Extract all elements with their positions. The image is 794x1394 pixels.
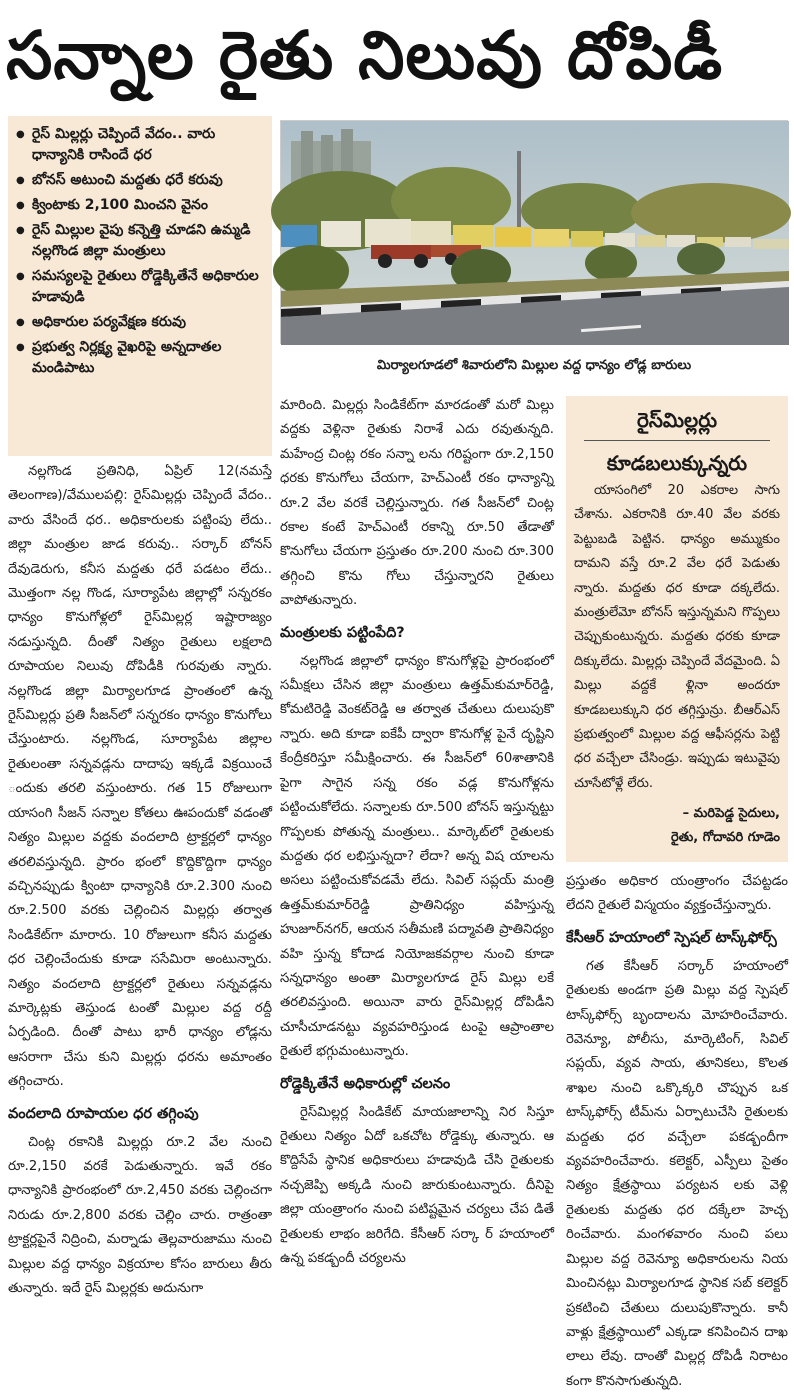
- subheading: వందలాది రూపాయల ధర తగ్గింపు: [8, 1105, 199, 1122]
- highlight-item: ● అధికారుల పర్యవేక్షణ కరువు: [16, 312, 266, 333]
- article-column-3: [566, 870, 788, 1389]
- highlight-item: ● రైస్ మిల్లర్లు చెప్పిందే వేదం.. వారు ధాన్యానికి రాసిందే ధర: [16, 124, 266, 166]
- paragraph: రైస్‌మిల్లర్ల సిండికేట్ మాయజాలాన్ని నిర సిస్తూ రైతులు నిత్యం ఏదో ఒకచోట రోడ్డెక్కు తున్నారు. ఆ కొద్దిసేపే స్థానిక అధికారులు హడావుడి చేసి రైతులకు నచ్చజెప్పి అక్కడి నుంచి జారుకుంటున్నారు. దీనిపై జిల్లా యంత్రాంగం నుంచి పటిష్టమైన చర్యలు చేప డితే రైతులకు లాభం జరిగేది. కేసీఆర్ సర్కా ర్ హయాంలో ఉన్న పకడ్బందీ చర్యలను: [280, 1104, 554, 1266]
- article-column-2: [280, 394, 554, 1350]
- paragraph: ప్రస్తుతం అధికార యంత్రాంగం చేపట్టడం లేదని రైతులే విస్మయం వ్యక్తంచేస్తున్నారు.: [566, 874, 788, 914]
- trucks-photo-illustration: [281, 121, 789, 345]
- highlight-item: ● సమస్యలపై రైతులు రోడ్డెక్కితేనే అధికారుల హడావుడి: [16, 266, 266, 308]
- paragraph: గత కేసీఆర్ సర్కార్ హయాంలో రైతులకు అండగా ప్రతి మిల్లు వద్ద స్పెషల్ టాస్క్‌ఫోర్స్ బృందాలను మోహరించేవారు. రెవెన్యూ, పోలీసు, మార్కెటింగ్, సివిల్ సప్లయ్, వ్యవ సాయ, తూనికలు, కొలత శాఖల నుంచి ఒక్కొక్కరి చొప్పున ఒక టాస్క్‌ఫోర్స్ టీమ్‌ను ఏర్పాటుచేసి రైతులకు మద్దతు ధర వచ్చేలా పకడ్బందీగా వ్యవహరించేవారు. కలెక్టర్, ఎస్పీలు సైతం నిత్యం క్షేత్రస్థాయి పర్యటన లకు వెళ్లి రైతులకు మద్దతు ధర దక్కేలా హెచ్చ రించేవారు. మంగళవారం నుంచి పలు మిల్లుల వద్ద రెవెన్యూ అధికారులను నియ మించినట్లు మిర్యాలగూడ స్థానిక సబ్ కలెక్టర్ ప్రకటించి చేతులు దులుపుకొన్నారు. కానీ వాళ్లు క్షేత్రస్థాయిలో ఎక్కడా కనిపించిన దాఖ లాలు లేవు. దాంతో మిల్లర్ల దోపిడీ నిరాటం కంగా కొనసాగుతున్నది.: [566, 958, 788, 1389]
- paragraph: నల్లగొండ ప్రతినిధి, ఏప్రిల్ 12(నమస్తే తెలంగాణ)/వేములపల్లి: రైస్‌మిల్లర్లు చెప్పిందే వేదం.. వారు వేసిందే ధర.. అధికారులకు పట్టింపు లేదు.. జిల్లా మంత్రుల జాడ కరువు.. సర్కార్ బోనస్ దేవుడెరుగు, కనీస మద్దతు ధరే పడటం లేదు.. మొత్తంగా నల్ల గొండ, సూర్యాపేట జిల్లాల్లో సన్నరకం ధాన్యం కొనుగోళ్లలో రైస్‌మిల్లర్ల ఇష్టారాజ్యం నడుస్తున్నది. దీంతో నిత్యం రైతులు లక్షలాది రూపాయల నిలువు దోపిడీకి గురవుతు న్నారు. నల్లగొండ జిల్లా మిర్యాలగూడ ప్రాంతంలో ఉన్న రైస్‌మిల్లర్లు ప్రతి సీజన్‌లో సన్నరకం ధాన్యం కొనుగోలు చేస్తుంటారు. నల్లగొండ, సూర్యాపేట జిల్లాల రైతులంతా సన్నవడ్లను దాదాపు ఇక్కడే విక్రయించే ందుకు తరలి వస్తుంటారు. గత 15 రోజులుగా యాసంగి సీజన్ సన్నాల కోతలు ఊపందుకో వడంతో నిత్యం మిల్లుల వద్దకు వందలాది ట్రాక్టర్లలో ధాన్యం తరలివస్తున్నది. ప్రారం భంలో కొద్దికొద్దిగా ధాన్యం వచ్చినప్పుడు క్వింటా ధాన్యానికి రూ.2.300 నుంచి రూ.2.500 వరకు చెల్లించిన మిల్లర్లు తర్వాత సిండికేట్‌గా మారారు. 10 రోజులుగా కనీస మద్దతు ధర చెల్లించేందుకు కూడా ససేమిరా అంటున్నారు. నిత్యం వందలాది ట్రాక్టర్లలో రైతులు సన్నవడ్లను మార్కెట్లకు తెస్తుండ టంతో మిల్లుల వద్ద రద్దీ ఏర్పడింది. దీంతో పాటు భారీ ధాన్యం లోడ్లను ఆసరాగా చేసు కుని మిల్లర్లు ధరను అమాంతం తగ్గించారు.: [8, 464, 272, 1090]
- highlights-box: [8, 116, 272, 456]
- quote-author: – మరిపెడ్డ సైదులు,: [682, 806, 780, 822]
- subheading: కేసీఆర్ హయాంలో స్పెషల్ టాస్క్‌ఫోర్స్: [566, 929, 777, 946]
- highlight-item: ● రైస్ మిల్లుల వైపు కన్నెత్తి చూడని ఉమ్మడి నల్లగొండ జిల్లా మంత్రులు: [16, 220, 266, 262]
- quote-text: యాసంగిలో 20 ఎకరాల సాగు చేశాను. ఎకరానికి రూ.40 వేల వరకు పెట్టుబడి పెట్టిన. ధాన్యం అమ్ముకుం దామని వస్తే రూ.2 వేల ధరే పెడుతు న్నారు. మద్దతు ధర కూడా దక్కలేదు. మంత్రులేమో బోనస్ ఇస్తున్నమని గొప్పలు చెప్పుకుంటున్నరు. మద్దతు ధరకు కూడా దిక్కులేదు. మిల్లర్లు చెప్పిందే వేదమైంది. ఏ మిల్లు వద్దకే ళ్లినా అందరూ కూడబలుక్కుని ధర తగ్గిస్తున్రు. బీఆర్‌ఎస్ ప్రభుత్వంలో మిల్లుల వద్ద ఆఫీసర్లను పెట్టి ధర వచ్చేలా చేసిండ్రు. ఇప్పుడు ఇటువైపు చూసేటోళ్లే లేరు.: [574, 483, 780, 791]
- article-column-1: [8, 460, 272, 1350]
- paragraph: నల్లగొండ జిల్లాలో ధాన్యం కొనుగోళ్లపై ప్రారంభంలో సమీక్షలు చేసిన జిల్లా మంత్రులు ఉత్తమ్‌కుమార్‌రెడ్డి, కోమటిరెడ్డి వెంకట్‌రెడ్డి ఆ తర్వాత చేతులు దులుపుకొ న్నారు. అది కూడా ఐకేపీ ద్వారా కొనుగోళ్ల పైనే దృష్టిని కేంద్రీకరిస్తూ సమీక్షించారు. ఈ సీజన్‌లో 60శాతానికి పైగా సాగైన సన్న రకం వడ్ల కొనుగోళ్లను పట్టించుకోలేదు. సన్నాలకు రూ.500 బోనస్ ఇస్తున్నట్టు గొప్పలకు పోతున్న మంత్రులు.. మార్కెట్‌లో రైతులకు మద్దతు ధర లభిస్తున్నదా? లేదా? అన్న విష యాలను అసలు పట్టించుకోవడమే లేదు. సివిల్ సప్లయ్ మంత్రి ఉత్తమ్‌కుమార్‌రెడ్డి ప్రాతినిధ్యం వహిస్తున్న హుజూర్‌నగర్, ఆయన సతీమణి పద్మావతి ప్రాతినిధ్యం వహి స్తున్న కోదాడ నియోజకవర్గాల నుంచి కూడా సన్నధాన్యం అంతా మిర్యాలగూడ రైస్ మిల్లు లకే తరలివస్తుంది. అయినా వారు రైస్‌మిల్లర్ల దోపిడీని చూసీచూడనట్టు వ్యవహరిస్తుండ టంపై ఆప్రాంతాల రైతులే భగ్గుమంటున్నారు.: [280, 653, 554, 1060]
- headline: సన్నాల రైతు నిలువు దోపిడీ: [6, 17, 724, 94]
- subheading: రోడ్డెక్కితేనే అధికారుల్లో చలనం: [280, 1075, 451, 1092]
- farmer-quote-box: [566, 396, 788, 862]
- quote-title-line2: కూడబలుక్కున్నరు: [606, 451, 748, 475]
- subheading: మంత్రులకు పట్టింపేది?: [280, 624, 405, 641]
- highlight-item: ● బోనస్ అటుంచి మద్దతు ధరే కరువు: [16, 170, 266, 191]
- quote-title: రైస్‌మిల్లర్లు: [636, 408, 718, 432]
- quote-body: [574, 479, 780, 796]
- paragraph: మారింది. మిల్లర్లు సిండికేట్‌గా మారడంతో మరో మిల్లు వద్దకు వెళ్లినా రైతుకు నిరాశే ఎదు రవుతున్నది. మహేంద్ర చింట్ల రకం సన్నా లను గరిష్టంగా రూ.2,150 ధరకు కొనుగోలు చేయగా, హెచ్‌ఎంటీ రకం ధాన్యాన్ని రూ.2 వేల వరకే చెల్లిస్తున్నారు. గత సీజన్‌లో చింట్ల రకాల కంటే హెచ్‌ఎంటీ రకాన్ని రూ.50 తేడాతో కొనుగోలు చేయగా ప్రస్తుతం రూ.200 నుంచి రూ.300 తగ్గించి కొను గోలు చేస్తున్నారని రైతులు వాపోతున్నారు.: [280, 398, 554, 609]
- title-divider: [584, 440, 770, 441]
- highlight-item: ● క్వింటాకు 2,100 మించని వైనం: [16, 195, 266, 216]
- paragraph: చింట్ల రకానికి మిల్లర్లు రూ.2 వేల నుంచి రూ.2,150 వరకే పెడుతున్నారు. ఇవే రకం ధాన్యానికి ప్రారంభంలో రూ.2,450 వరకు చెల్లించగా నిరుడు రూ.2,800 వరకు చెల్లిం చారు. రాత్రంతా ట్రాక్టర్లపైనే నిద్రించి, మర్నాడు తెల్లవారుజాము నుంచి మిల్లుల వద్ద ధాన్యం విక్రయాల కోసం బారులు తీరు తున్నారు. ఇదే రైస్ మిల్లర్లకు అదునుగా: [8, 1134, 272, 1296]
- quote-author-place: రైతు, గోదావరి గూడెం: [670, 830, 780, 846]
- news-photo: [280, 120, 788, 344]
- highlight-item: ● ప్రభుత్వ నిర్లక్ష్య వైఖరిపై అన్నదాతల మండిపాటు: [16, 337, 266, 379]
- photo-caption: మిర్యాలగూడలో శివారులోని మిల్లుల వద్ద ధాన్యం లోడ్ల బారులు: [376, 358, 692, 373]
